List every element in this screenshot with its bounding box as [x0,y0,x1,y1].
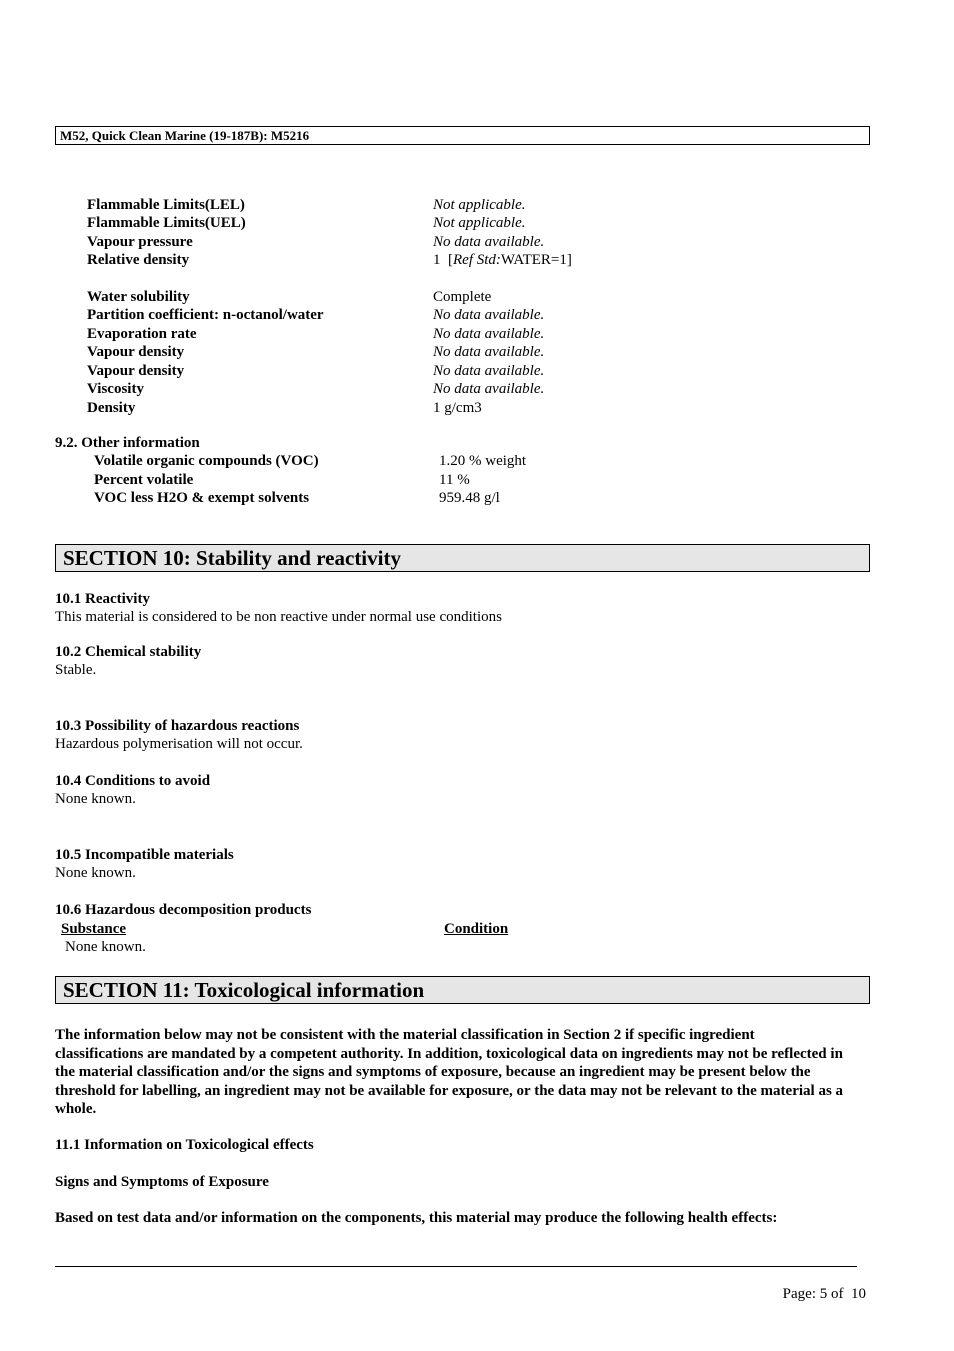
prop-label-density: Density [87,400,136,416]
hazardous-reactions-text: Hazardous polymerisation will not occur. [55,736,303,752]
prop-value-water-solubility: Complete [433,289,492,305]
decomposition-products-heading: 10.6 Hazardous decomposition products [55,902,312,918]
condition-column-header: Condition [444,921,509,937]
substance-column-header: Substance [61,921,127,937]
prop-label-vapour-density-2: Vapour density [87,363,185,379]
conditions-avoid-heading: 10.4 Conditions to avoid [55,773,211,789]
health-effects-statement: Based on test data and/or information on the components, this material may produce the following health effects: [55,1210,778,1226]
prop-value-relative-density [433,251,572,269]
prop-label-vapour-pressure: Vapour pressure [87,234,193,250]
incompatible-materials-heading: 10.5 Incompatible materials [55,847,234,863]
prop-value-evaporation: No data available. [433,326,545,342]
prop-value-partition: No data available. [433,307,545,323]
section-11-title: SECTION 11: Toxicological information [55,976,870,1004]
relative-density-suffix: WATER=1] [500,252,572,268]
other-info-value-voc: 1.20 % weight [439,453,527,469]
prop-value-density: 1 g/cm3 [433,400,482,416]
hazardous-reactions-heading: 10.3 Possibility of hazardous reactions [55,718,300,734]
reactivity-text: This material is considered to be non reactive under normal use conditions [55,609,502,625]
other-info-label-voc-less: VOC less H2O & exempt solvents [94,490,310,506]
prop-label-relative-density: Relative density [87,252,190,268]
chemical-stability-text: Stable. [55,662,97,678]
prop-value-vapour-pressure: No data available. [433,234,545,250]
prop-value-vapour-density-2: No data available. [433,363,545,379]
prop-value-vapour-density-1: No data available. [433,344,545,360]
prop-label-partition: Partition coefficient: n-octanol/water [87,307,324,323]
other-info-label-voc: Volatile organic compounds (VOC) [94,453,319,469]
prop-value-lel: Not applicable. [433,197,526,213]
footer-divider [55,1266,857,1267]
prop-label-viscosity: Viscosity [87,381,144,397]
conditions-avoid-text: None known. [55,791,136,807]
page-number: Page: 5 of 10 [782,1286,866,1302]
prop-label-evaporation: Evaporation rate [87,326,197,342]
toxicology-intro-paragraph: The information below may not be consistent with the material classification in Section 2 if specific ingredient classifications are mandated by a competent authority. In addition, toxicological data on ingredients may not be reflected in the material classification and/or the signs and symptoms of exposure, because an ingredient may be present below the threshold for labelling, an ingredient may not be available for exposure, or the data may not be relevant to the material as a whole. [55,1027,844,1117]
relative-density-prefix: 1 [ [433,252,453,268]
prop-value-viscosity: No data available. [433,381,545,397]
other-info-heading: 9.2. Other information [55,435,200,451]
decomposition-substance-value: None known. [65,939,146,955]
prop-label-water-solubility: Water solubility [87,289,190,305]
other-info-value-percent-volatile: 11 % [439,472,470,488]
relative-density-refstd: Ref Std: [453,252,501,268]
toxicological-effects-heading: 11.1 Information on Toxicological effects [55,1137,314,1153]
prop-value-uel: Not applicable. [433,215,526,231]
reactivity-heading: 10.1 Reactivity [55,591,150,607]
other-info-label-percent-volatile: Percent volatile [94,472,194,488]
signs-symptoms-heading: Signs and Symptoms of Exposure [55,1174,269,1190]
prop-label-lel: Flammable Limits(LEL) [87,197,245,213]
prop-label-vapour-density-1: Vapour density [87,344,185,360]
other-info-value-voc-less: 959.48 g/l [439,490,500,506]
section-10-title: SECTION 10: Stability and reactivity [55,544,870,572]
chemical-stability-heading: 10.2 Chemical stability [55,644,202,660]
prop-label-uel: Flammable Limits(UEL) [87,215,246,231]
incompatible-materials-text: None known. [55,865,136,881]
document-header: M52, Quick Clean Marine (19-187B): M5216 [55,126,870,145]
